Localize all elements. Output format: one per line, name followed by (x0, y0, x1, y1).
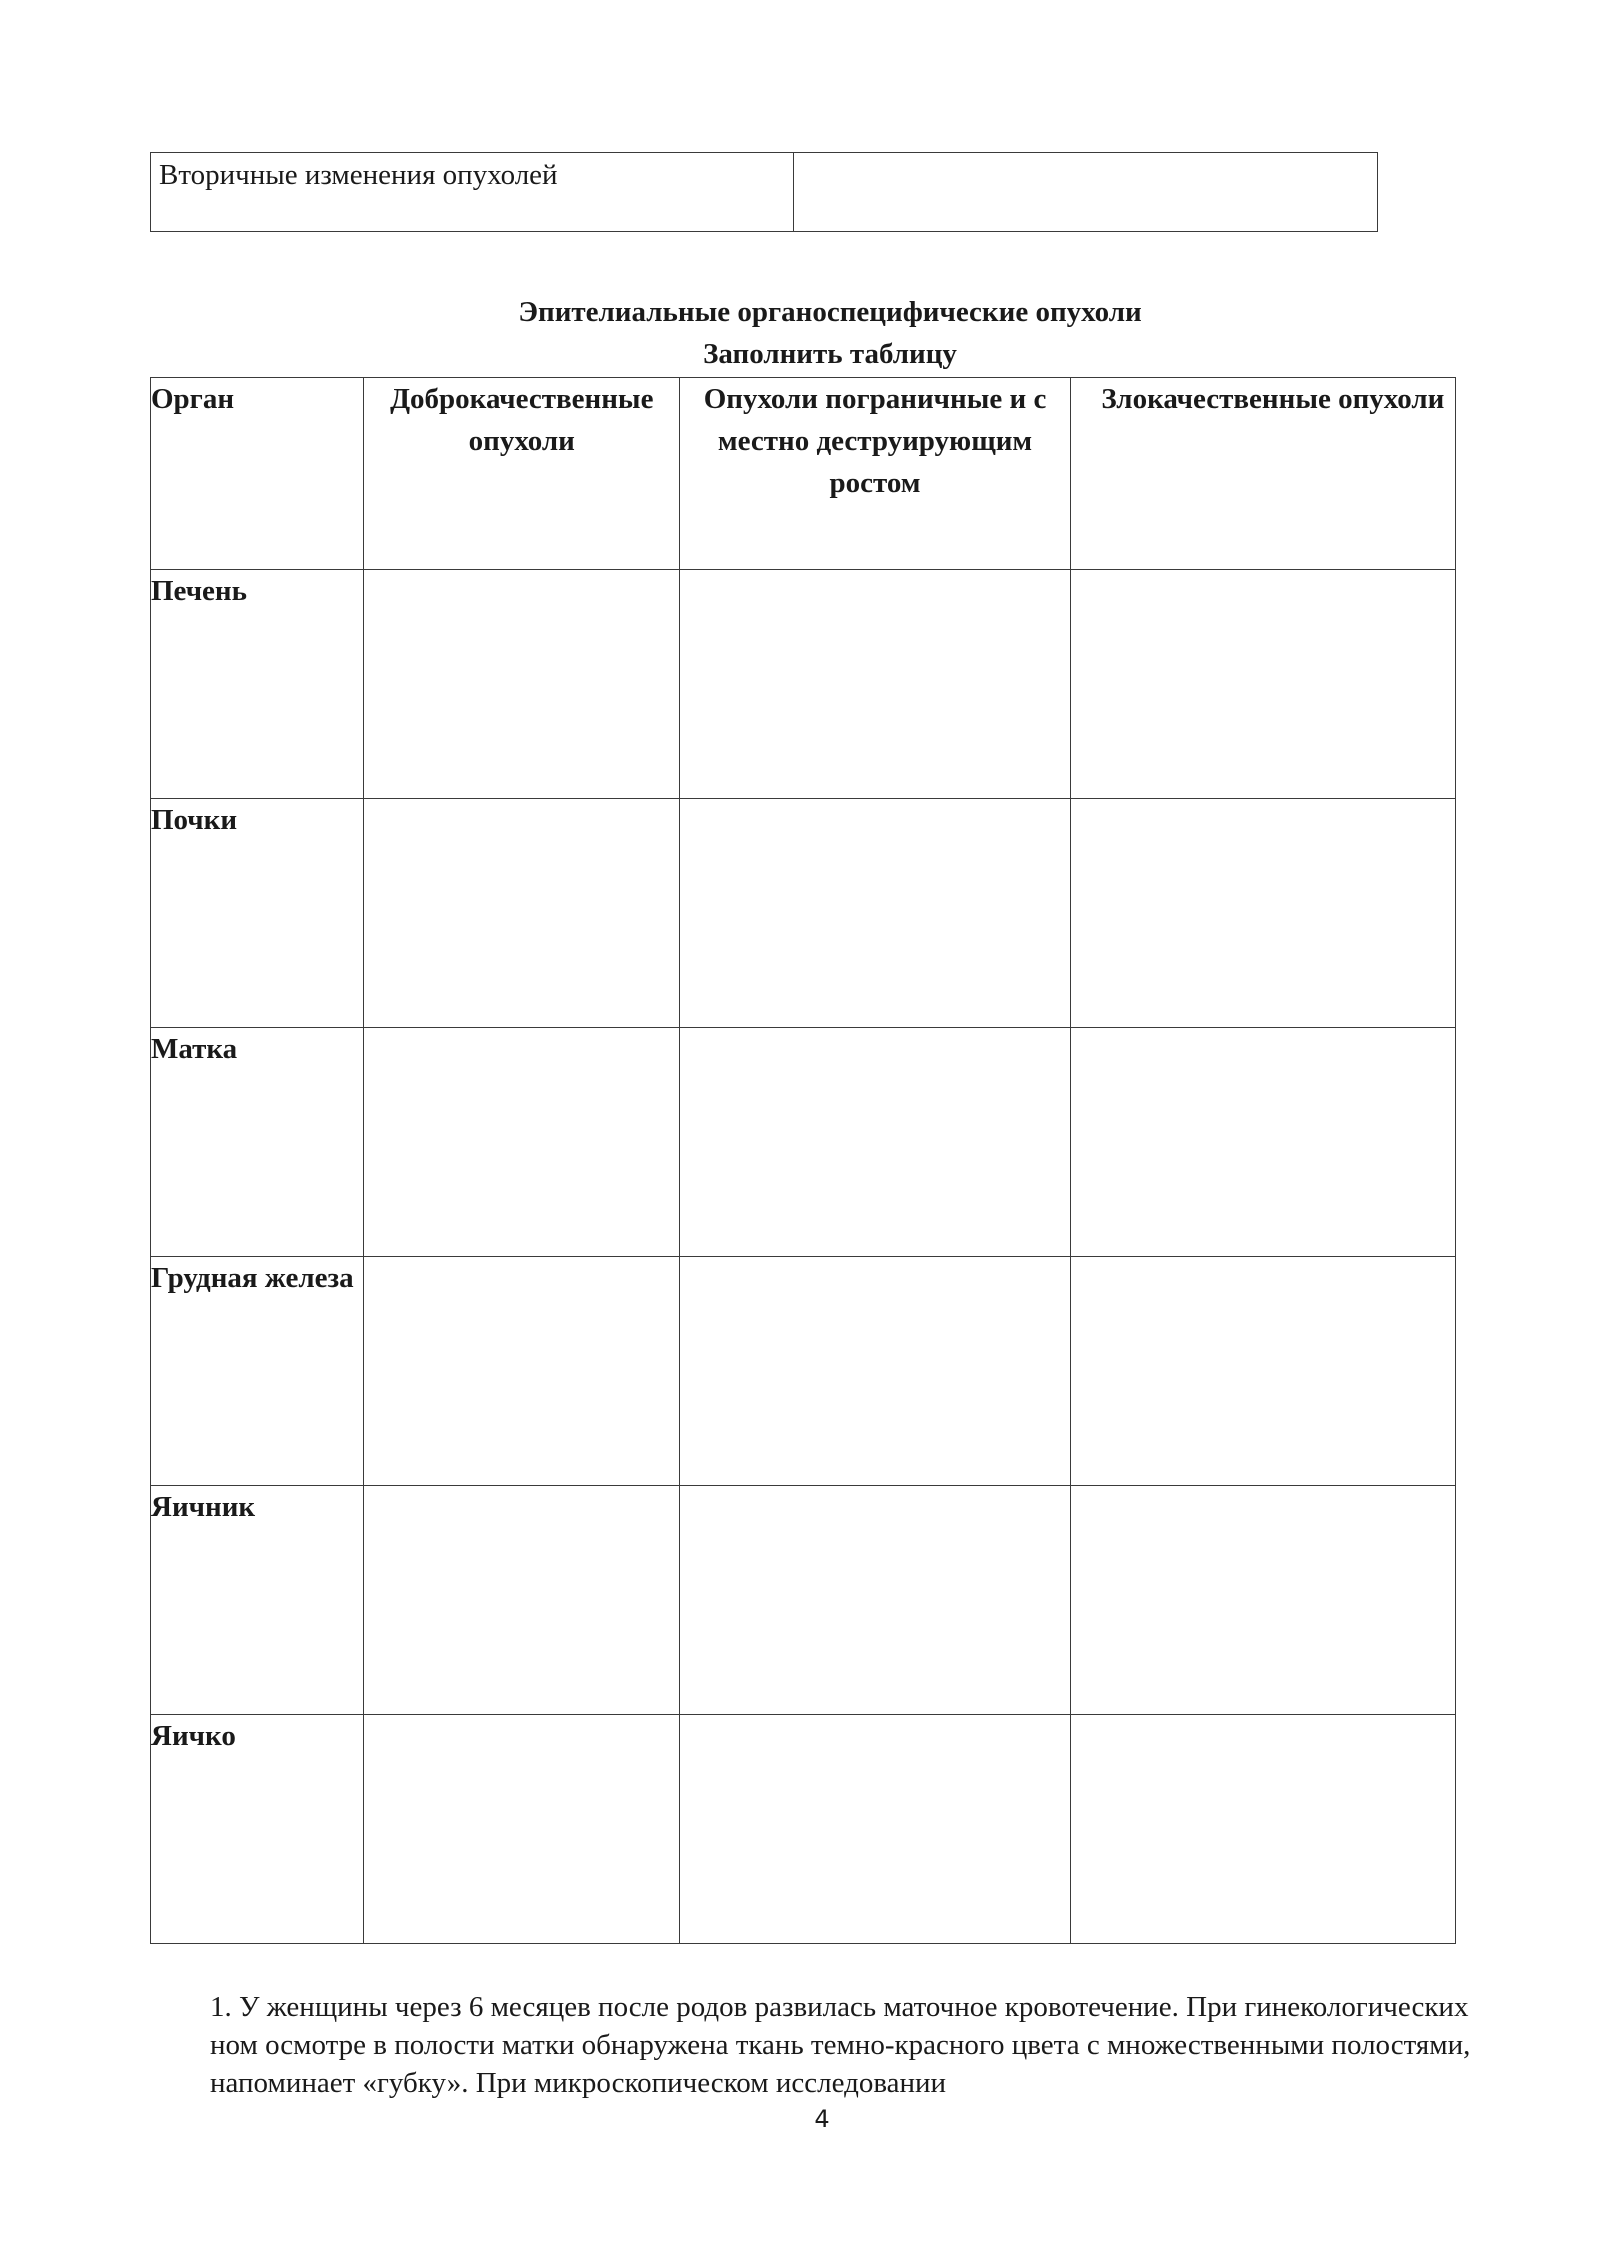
malignant-cell (1070, 1715, 1455, 1944)
table-row (151, 1486, 1456, 1715)
section-instruction: Заполнить таблицу (703, 338, 957, 370)
borderline-cell (680, 799, 1070, 1028)
table-row (151, 1715, 1456, 1944)
borderline-cell (680, 1486, 1070, 1715)
table-row (151, 1257, 1456, 1486)
malignant-cell (1070, 799, 1455, 1028)
clinical-task-text: 1. У женщины через 6 месяцев после родов развилась маточное кровотечение. При гинекологических ном осмотре в полости матки обнаружена ткань темно-красного цвета с множественными полостями, напоминает «губку». При микроскопическом исследовании (210, 1991, 1471, 2099)
malignant-cell (1070, 1486, 1455, 1715)
page-number: 4 (814, 2105, 830, 2133)
malignant-cell (1070, 1028, 1455, 1257)
header-borderline (680, 378, 1070, 570)
benign-cell (364, 799, 680, 1028)
secondary-changes-answer-cell (794, 153, 1378, 232)
benign-cell (364, 1028, 680, 1257)
secondary-changes-label: Вторичные изменения опухолей (151, 153, 794, 232)
organ-cell: Яичник (151, 1486, 364, 1715)
table-row (151, 1028, 1456, 1257)
header-borderline-label: Опухоли пограничные и с местно деструирующим ростом (703, 383, 1047, 499)
tumors-table (150, 377, 1456, 1944)
benign-cell (364, 570, 680, 799)
borderline-cell (680, 570, 1070, 799)
header-benign (364, 378, 680, 570)
organ-cell: Почки (151, 799, 364, 1028)
organ-cell: Матка (151, 1028, 364, 1257)
header-malignant (1070, 378, 1455, 570)
benign-cell (364, 1257, 680, 1486)
table-row (151, 153, 1378, 232)
header-organ-label: Орган (151, 383, 235, 415)
header-malignant-label: Злокачественные опухоли (1101, 383, 1445, 415)
table-header-row (151, 378, 1456, 570)
borderline-cell (680, 1715, 1070, 1944)
malignant-cell (1070, 570, 1455, 799)
borderline-cell (680, 1257, 1070, 1486)
borderline-cell (680, 1028, 1070, 1257)
clinical-task (210, 1988, 1480, 2102)
organ-cell: Яичко (151, 1715, 364, 1944)
benign-cell (364, 1715, 680, 1944)
table-row (151, 799, 1456, 1028)
header-benign-label: Доброкачественные опухоли (390, 383, 654, 457)
organ-cell: Печень (151, 570, 364, 799)
benign-cell (364, 1486, 680, 1715)
header-organ (151, 378, 364, 570)
malignant-cell (1070, 1257, 1455, 1486)
table-row (151, 570, 1456, 799)
section-title: Эпителиальные органоспецифические опухоли (518, 296, 1142, 328)
secondary-changes-table (150, 152, 1378, 232)
organ-cell: Грудная железа (151, 1257, 364, 1486)
